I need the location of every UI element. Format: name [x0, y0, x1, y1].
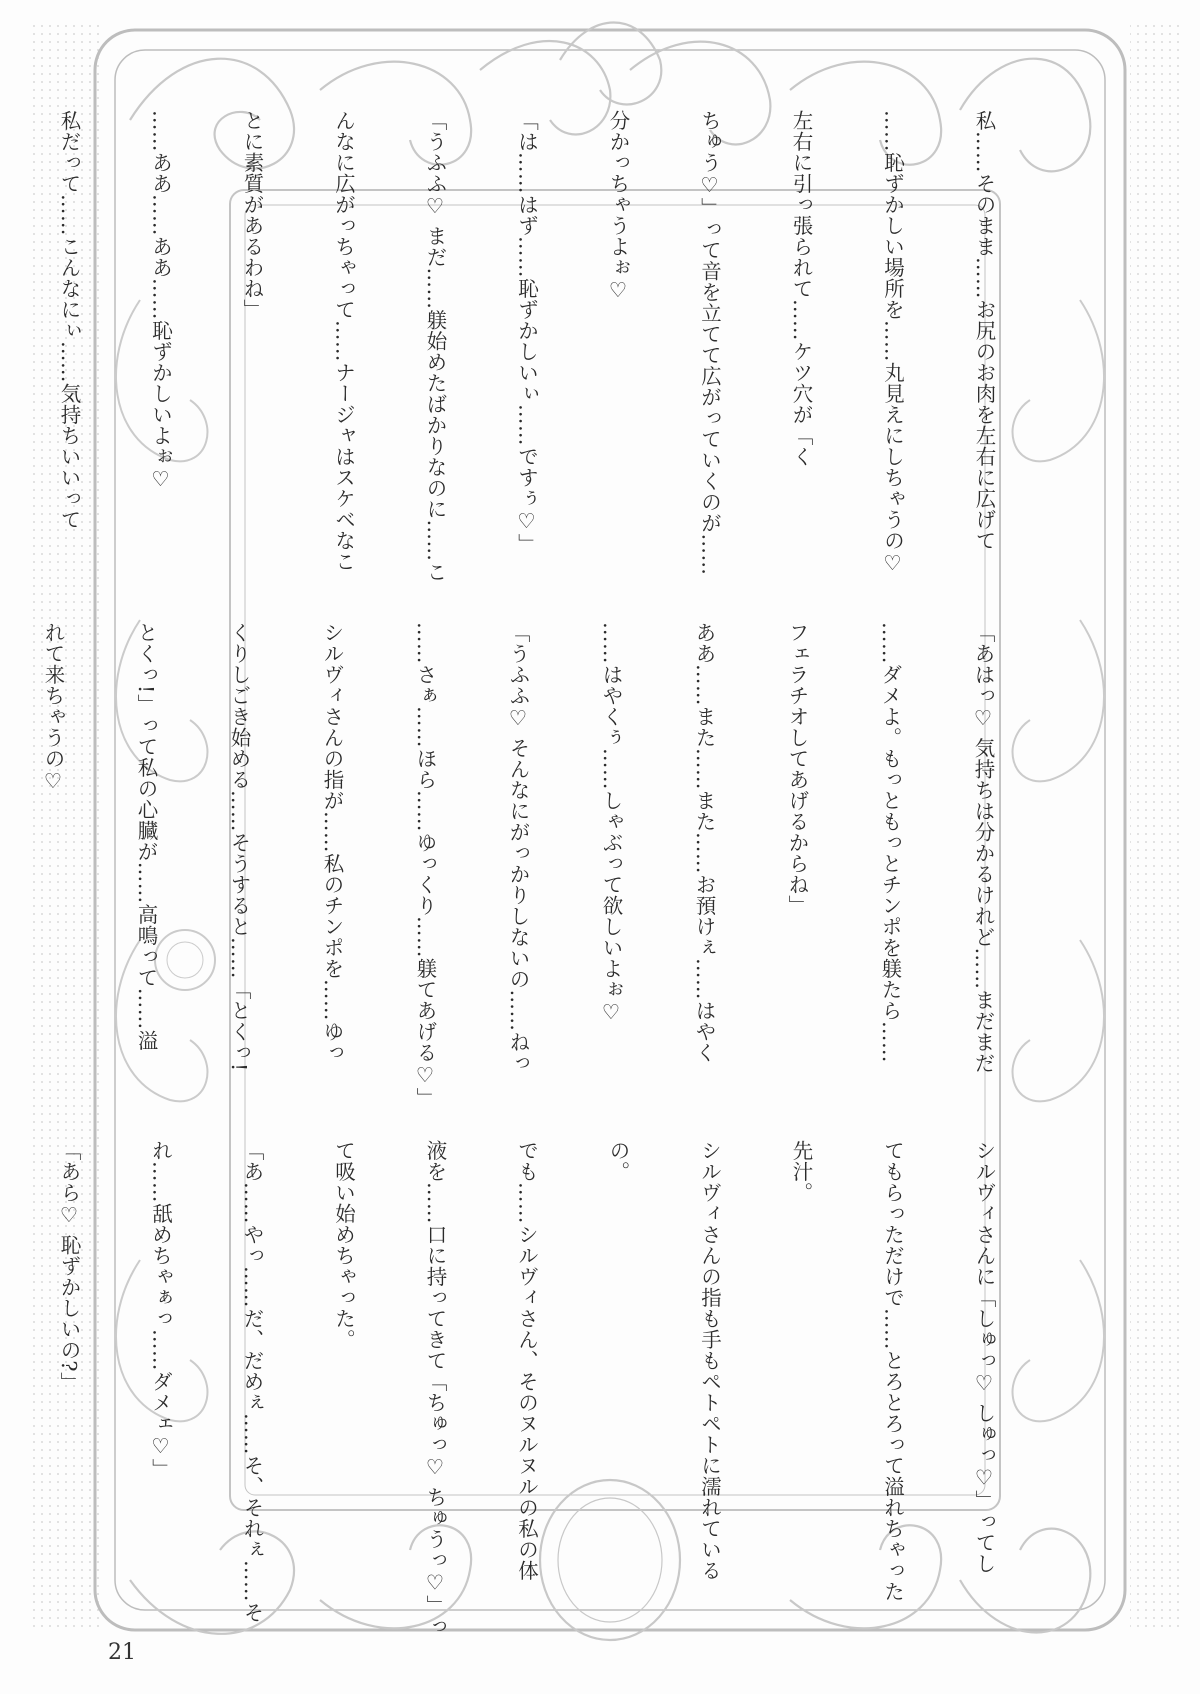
text-line: とに素質があるわね」 — [240, 110, 264, 320]
text-line: てもらっただけで……とろとろって溢れちゃった — [880, 1140, 905, 1602]
text-line: とくっ!」って私の心臓が……高鳴って……溢 — [134, 622, 158, 1051]
text-line: れて来ちゃうの♡ — [41, 622, 65, 794]
text-line: ……ダメよ。もっともっとチンポを躾たら…… — [878, 622, 902, 1063]
text-line: の。 — [606, 1140, 630, 1182]
text-line: 私……そのまま……お尻のお肉を左右に広げて — [972, 110, 996, 551]
text-line: シルヴィさんの指も手もペトペトに濡れている — [697, 1140, 722, 1581]
text-line: 「あら♡ 恥ずかしいの?」 — [57, 1140, 81, 1394]
text-line: れ……舐めちゃぁっ……ダメェ♡」 — [148, 1140, 173, 1480]
text-line: んなに広がっちゃって……ナージャはスケベなこ — [331, 110, 356, 572]
text-line: 分かっちゃうよぉ♡ — [606, 110, 630, 303]
text-line: 私だって……こんなにぃ……気持ちいいって — [57, 110, 81, 530]
dotted-margin-right — [1130, 20, 1185, 1630]
text-line: でも……シルヴィさん、そのヌルヌルの私の体 — [514, 1140, 539, 1581]
text-block-top — [0, 110, 1060, 610]
text-line: 左右に引っ張られて……ケツ穴が「く — [789, 110, 813, 467]
text-line: 「あはっ♡ 気持ちは分かるけれど……まだまだ — [971, 622, 995, 1074]
text-line: ああ……また……また……お預けぇ……はやく — [692, 622, 716, 1063]
text-line: て吸い始めちゃった。 — [331, 1140, 356, 1350]
text-line: 液を……口に持ってきて「ちゅっ♡ ちゅうっ♡」っ — [423, 1140, 447, 1638]
text-line: ……さぁ……ほら……ゆっくり……躾てあげる♡」 — [413, 622, 437, 1109]
text-line: 「うふふ♡ まだ……躾始めたばかりなのに……こ — [423, 110, 447, 583]
text-line: フェラチオしてあげるからね」 — [785, 622, 809, 916]
page-number: 21 — [108, 1640, 136, 1665]
text-line: ……はやくぅ……しゃぶって欲しいよぉ♡ — [599, 622, 623, 1025]
text-line: シルヴィさんの指が……私のチンポを……ゆっ — [320, 622, 344, 1063]
text-line: 「は……はず……恥ずかしいぃ……ですぅ♡」 — [514, 110, 539, 555]
text-line: ……ああ……ああ……恥ずかしいよぉ♡ — [148, 110, 173, 492]
text-line: 先汁。 — [789, 1140, 813, 1203]
text-line: 「あ……やっ……だ、だめぇ……そ、それぇ……そ — [240, 1140, 264, 1623]
text-line: シルヴィさんに「しゅっ♡ しゅっ♡」ってし — [972, 1140, 996, 1575]
text-line: ……恥ずかしい場所を……丸見えにしちゃうの♡ — [880, 110, 905, 576]
text-line: ちゅう♡」って音を立てて広がっていくのが…… — [697, 110, 722, 576]
text-block-bottom — [0, 1140, 1060, 1638]
text-line: くりしごき始める……そうすると……「とくっ! — [227, 622, 251, 1072]
text-block-middle — [0, 622, 1060, 1109]
text-line: 「うふふ♡ そんなにがっかりしないの……ねっ — [506, 622, 530, 1074]
